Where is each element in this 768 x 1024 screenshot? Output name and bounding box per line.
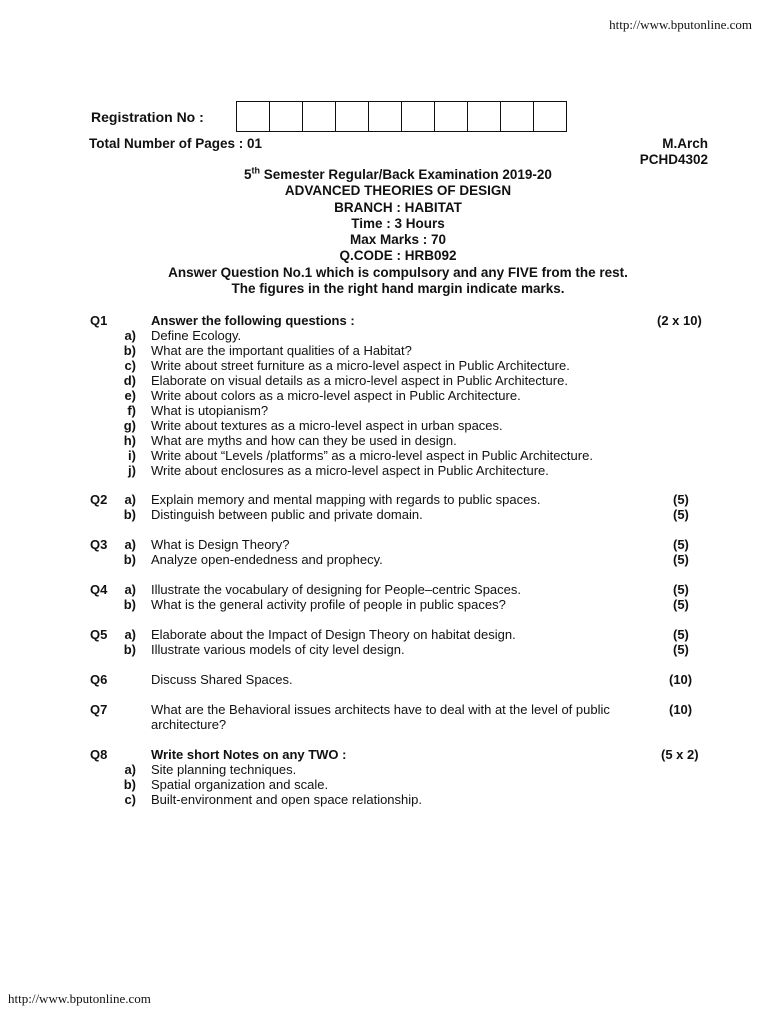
item-label: b) (123, 777, 136, 792)
semester-line: 5th Semester Regular/Back Examination 2019-20 (244, 165, 552, 182)
item-marks: (5) (673, 537, 689, 552)
registration-box (237, 102, 270, 131)
item-text: Built-environment and open space relationship. (151, 792, 423, 807)
item-text: Discuss Shared Spaces. (151, 672, 293, 687)
question-heading: Answer the following questions : (151, 313, 355, 328)
question-heading: Write short Notes on any TWO : (151, 747, 347, 762)
item-label: a) (124, 582, 136, 597)
item-text: Illustrate the vocabulary of designing for People–centric Spaces. (151, 582, 521, 597)
item-text-line-2: architecture? (151, 717, 227, 732)
item-marks: (5) (673, 642, 689, 657)
item-label: e) (124, 388, 136, 403)
registration-box (501, 102, 534, 131)
exam-header (0, 167, 768, 297)
question-number: Q4 (90, 582, 108, 597)
total-pages: Total Number of Pages : 01 (89, 136, 263, 151)
course-code: PCHD4302 (639, 152, 708, 167)
item-text: What are myths and how can they be used in design. (151, 433, 457, 448)
registration-box (303, 102, 336, 131)
instruction-line-1: Answer Question No.1 which is compulsory and any FIVE from the rest. (168, 264, 628, 280)
time-line: Time : 3 Hours (351, 215, 445, 231)
question-number: Q6 (90, 672, 108, 687)
item-label: c) (124, 792, 136, 807)
registration-box (468, 102, 501, 131)
item-text: Distinguish between public and private domain. (151, 507, 423, 522)
item-text: What is the general activity profile of people in public spaces? (151, 597, 506, 612)
question-number: Q5 (90, 627, 108, 642)
item-text: What are the important qualities of a Habitat? (151, 343, 412, 358)
item-text: What is utopianism? (151, 403, 269, 418)
website-url-bottom: http://www.bputonline.com (8, 991, 151, 1006)
item-text: Elaborate about the Impact of Design Theory on habitat design. (151, 627, 516, 642)
subject-title: ADVANCED THEORIES OF DESIGN (284, 183, 512, 199)
item-marks: (5) (673, 582, 689, 597)
item-marks: (5) (673, 627, 689, 642)
item-text: Illustrate various models of city level design. (151, 642, 405, 657)
course-name: M.Arch (662, 136, 708, 151)
question-number: Q2 (90, 492, 108, 507)
item-text-line-1: What are the Behavioral issues architects have to deal with at the level of public (151, 702, 610, 717)
item-label: g) (123, 418, 136, 433)
item-label: a) (124, 627, 136, 642)
item-label: b) (123, 552, 136, 567)
item-marks: (10) (669, 672, 693, 687)
item-text: Site planning techniques. (151, 762, 297, 777)
item-label: a) (124, 492, 136, 507)
item-marks: (5) (673, 597, 689, 612)
item-marks: (5) (673, 492, 689, 507)
item-label: b) (123, 507, 136, 522)
item-label: a) (124, 537, 136, 552)
item-text: Spatial organization and scale. (151, 777, 329, 792)
item-text: Elaborate on visual details as a micro-level aspect in Public Architecture. (151, 373, 568, 388)
item-marks: (5) (673, 507, 689, 522)
registration-box (336, 102, 369, 131)
max-marks-line: Max Marks : 70 (349, 232, 447, 248)
item-text: Explain memory and mental mapping with regards to public spaces. (151, 492, 541, 507)
item-text: Write about textures as a micro-level aspect in urban spaces. (151, 418, 503, 433)
registration-label: Registration No : (91, 108, 204, 125)
item-text: Write about enclosures as a micro-level aspect in Public Architecture. (151, 463, 549, 478)
registration-box (534, 102, 566, 131)
instruction-line-2: The figures in the right hand margin indicate marks. (231, 281, 565, 297)
item-text: What is Design Theory? (151, 537, 290, 552)
item-label: i) (128, 448, 136, 463)
item-label: h) (123, 433, 136, 448)
website-url-top: http://www.bputonline.com (609, 17, 752, 32)
registration-row (91, 101, 567, 132)
item-label: j) (128, 463, 136, 478)
registration-box (402, 102, 435, 131)
question-number: Q7 (90, 702, 108, 717)
item-marks: (5) (673, 552, 689, 567)
branch-line: BRANCH : HABITAT (334, 199, 462, 215)
item-label: b) (123, 597, 136, 612)
item-text: Write about colors as a micro-level aspect in Public Architecture. (151, 388, 521, 403)
item-label: c) (124, 358, 136, 373)
qcode-line: Q.CODE : HRB092 (339, 248, 457, 264)
question-marks: (5 x 2) (661, 747, 699, 762)
item-label: b) (123, 642, 136, 657)
question-number: Q3 (90, 537, 108, 552)
item-marks: (10) (669, 702, 693, 717)
item-text: Analyze open-endedness and prophecy. (151, 552, 383, 567)
registration-box (435, 102, 468, 131)
item-label: b) (123, 343, 136, 358)
question-number: Q1 (90, 313, 108, 328)
registration-box (369, 102, 402, 131)
item-label: f) (127, 403, 136, 418)
question-number: Q8 (90, 747, 108, 762)
item-label: a) (124, 328, 136, 343)
item-label: d) (123, 373, 136, 388)
registration-boxes (236, 101, 567, 132)
registration-box (270, 102, 303, 131)
item-text: Define Ecology. (151, 328, 242, 343)
item-text: Write about street furniture as a micro-level aspect in Public Architecture. (151, 358, 570, 373)
item-label: a) (124, 762, 136, 777)
item-text: Write about “Levels /platforms” as a micro-level aspect in Public Architecture. (151, 448, 593, 463)
question-marks: (2 x 10) (657, 313, 702, 328)
